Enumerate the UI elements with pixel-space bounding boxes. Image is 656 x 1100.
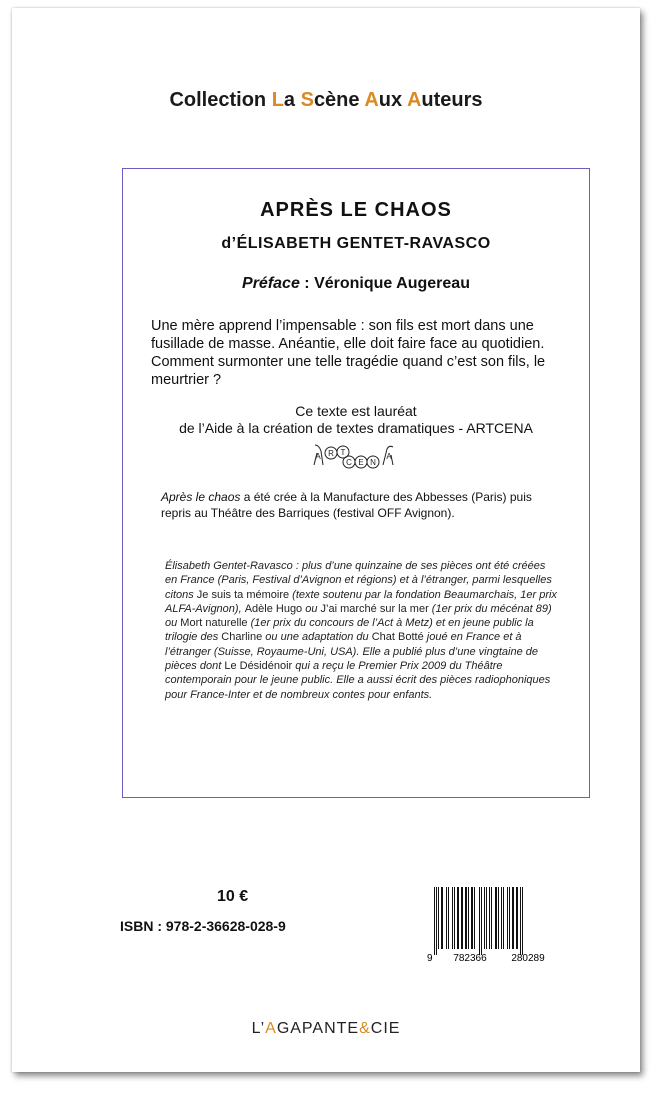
- barcode-bar: [481, 887, 482, 955]
- barcode-bar: [489, 887, 490, 949]
- barcode-bar: [448, 887, 449, 949]
- barcode-digits-right: 280289: [511, 953, 545, 963]
- barcode-bar: [516, 887, 518, 949]
- book-back-cover: [12, 8, 640, 1072]
- barcode-bar: [465, 887, 467, 949]
- bio-work-title: Chat Botté: [371, 631, 424, 644]
- logo-letter: E: [358, 458, 364, 467]
- barcode-bar: [446, 887, 447, 949]
- creation-text: Après le chaos a été crée à la Manufacture des Abbesses (Paris) puis repris au Théâtre des Barriques (festival OFF Avignon).: [161, 490, 532, 520]
- preface-label: Préface: [242, 275, 300, 292]
- logo-letter: R: [328, 449, 334, 458]
- barcode-bar: [441, 887, 443, 949]
- barcode-bar: [486, 887, 487, 949]
- summary-text: Une mère apprend l’impensable : son fils est mort dans une fusillade de masse. Anéantie, elle doit faire face au quotidien. Comment surmonter une telle tragédie quand c’est son fils, le meurtrier ?: [151, 318, 546, 388]
- bio-work-title: Charline: [221, 631, 263, 644]
- bio-work-title: Je suis ta mémoire: [196, 588, 290, 601]
- preface-name: Véronique Augereau: [314, 275, 470, 292]
- author-biography: [165, 559, 557, 702]
- barcode-bar: [436, 887, 437, 955]
- bio-text: joué en France et à l’étranger (Suisse, Royaume-Uni, USA). Elle a publié plus d’une vingtaine de pièces dont: [165, 631, 538, 673]
- barcode-bar: [503, 887, 504, 949]
- logo-letter: A: [315, 452, 321, 461]
- barcode-bar: [522, 887, 523, 955]
- artcena-logo-icon: [311, 441, 401, 473]
- barcode-bar: [507, 887, 508, 949]
- logo-letter: C: [346, 458, 352, 467]
- barcode-bar: [468, 887, 469, 949]
- price: 10 €: [217, 888, 249, 905]
- content-frame: [122, 168, 590, 798]
- bio-text: (1er prix du mécénat 89) ou: [165, 602, 552, 630]
- bio-text: ou une adaptation du: [262, 631, 372, 644]
- barcode-bar: [452, 887, 453, 949]
- book-title: APRÈS LE CHAOS: [260, 199, 452, 221]
- barcode-graphic: [426, 885, 568, 963]
- collection-title: Collection La Scène Aux Auteurs: [169, 89, 483, 111]
- bio-text: ou: [302, 602, 321, 615]
- barcode-bar: [495, 887, 497, 949]
- bio-work-title: Mort naturelle: [180, 617, 248, 630]
- barcode-bar: [438, 887, 439, 949]
- barcode-bar: [491, 887, 492, 949]
- barcode: [426, 885, 568, 963]
- barcode-bar: [520, 887, 521, 955]
- bio-work-title: J’ai marché sur la mer: [320, 602, 429, 615]
- bio-text: Élisabeth Gentet-Ravasco : plus d’une quinzaine de ses pièces ont été créées en France (Paris, Festival d’Avignon et régions) et à l’étranger, parmi lesquelles citons: [165, 560, 552, 601]
- barcode-bar: [512, 887, 514, 949]
- barcode-bar: [454, 887, 455, 949]
- bio-work-title: Le Désidénoir: [224, 660, 293, 673]
- barcode-bar: [479, 887, 480, 955]
- barcode-bar: [457, 887, 459, 949]
- barcode-bar: [434, 887, 435, 955]
- isbn: ISBN : 978-2-36628-028-9: [120, 918, 286, 934]
- bio-text: qui a reçu le Premier Prix 2009 du Théâtre contemporain pour le jeune public. Elle a aussi écrit des pièces radiophoniques pour France-Inter et de nombreux contes pour enfants.: [165, 660, 551, 701]
- laureat-text: Ce texte est lauréat de l’Aide à la création de textes dramatiques - ARTCENA: [179, 403, 533, 436]
- barcode-digit: 9: [427, 953, 433, 963]
- bio-text: (1er prix du concours de l’Act à Metz) et en jeune public la trilogie des: [165, 617, 534, 644]
- preface-line: Préface : Véronique Augereau: [242, 275, 470, 292]
- barcode-bar: [471, 887, 473, 949]
- barcode-bar: [474, 887, 475, 949]
- barcode-bar: [509, 887, 510, 949]
- logo-letter: T: [340, 448, 346, 457]
- book-author: d’ÉLISABETH GENTET-RAVASCO: [221, 235, 491, 252]
- logo-letter: A: [386, 452, 392, 461]
- barcode-bar: [484, 887, 485, 949]
- bio-work-title: Adèle Hugo: [244, 602, 303, 615]
- barcode-bar: [461, 887, 463, 949]
- barcode-digits-left: 782366: [453, 953, 487, 963]
- artcena-logo: [123, 441, 589, 478]
- bio-text: (texte soutenu par la fondation Beaumarchais, 1er prix ALFA-Avignon),: [165, 588, 557, 615]
- barcode-bar: [498, 887, 499, 949]
- logo-letter: N: [370, 458, 376, 467]
- publisher-logo: L’AGAPANTE&CIE: [251, 1020, 401, 1037]
- barcode-bar: [501, 887, 502, 949]
